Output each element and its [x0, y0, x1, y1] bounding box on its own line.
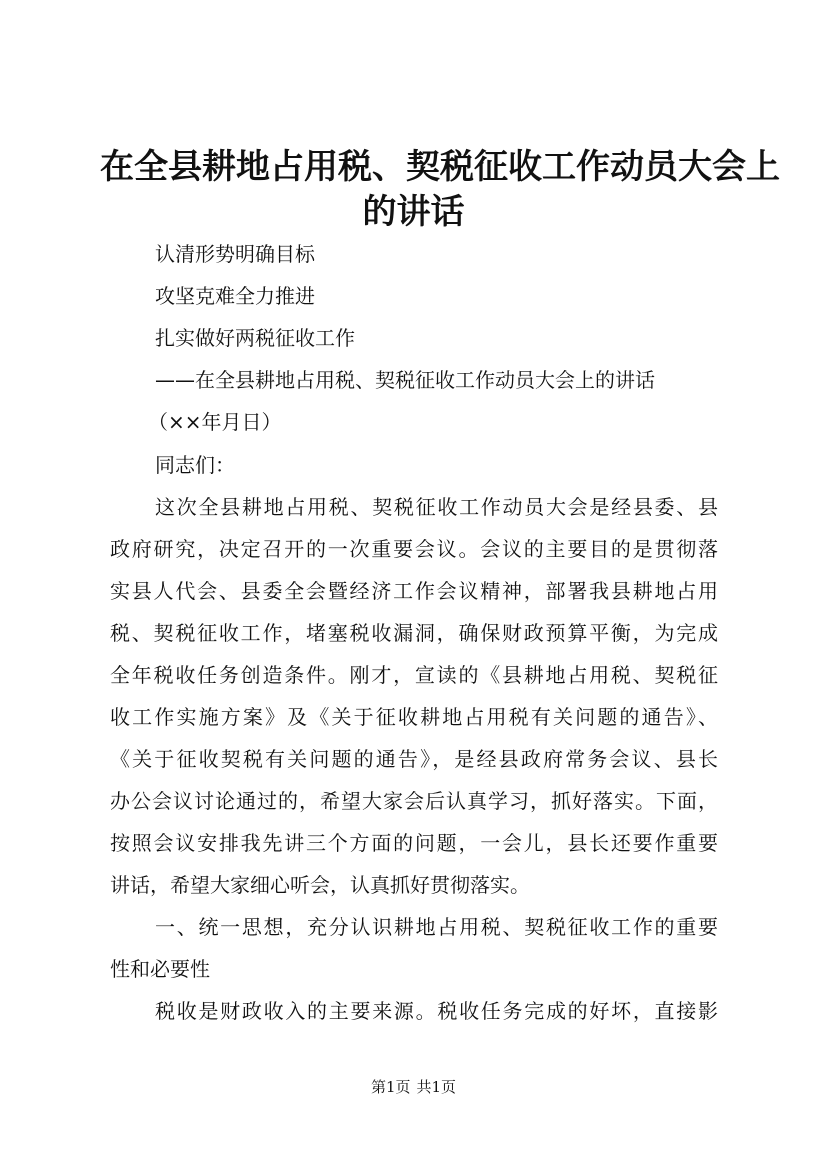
- section-1-heading-line: 一、统一思想，充分认识耕地占用税、契税征收工作的重要: [155, 915, 718, 939]
- section-1-heading-line: 性和必要性: [110, 957, 210, 981]
- subtitle-speech-occasion: ——在全县耕地占用税、契税征收工作动员大会上的讲话: [155, 368, 655, 392]
- paragraph-1-line: 全年税收任务创造条件。刚才，宣读的《县耕地占用税、契税征: [110, 663, 718, 687]
- page-number-label: 第1页: [370, 1078, 411, 1096]
- subtitle-1: 认清形势明确目标: [155, 242, 315, 266]
- document-title-line-2: 的讲话: [362, 192, 465, 232]
- paragraph-1-line: 这次全县耕地占用税、契税征收工作动员大会是经县委、县: [155, 495, 718, 519]
- paragraph-1-line: 政府研究，决定召开的一次重要会议。会议的主要目的是贯彻落: [110, 537, 718, 561]
- page-total-label: 共1页: [416, 1078, 457, 1096]
- subtitle-3: 扎实做好两税征收工作: [155, 326, 355, 350]
- paragraph-1-line: 讲话，希望大家细心听会，认真抓好贯彻落实。: [110, 873, 530, 897]
- paragraph-1-line: 按照会议安排我先讲三个方面的问题，一会儿，县长还要作重要: [110, 831, 718, 855]
- paragraph-1-line: 办公会议讨论通过的，希望大家会后认真学习，抓好落实。下面，: [110, 789, 718, 813]
- paragraph-1-line: 收工作实施方案》及《关于征收耕地占用税有关问题的通告》、: [110, 705, 718, 729]
- subtitle-2: 攻坚克难全力推进: [155, 284, 315, 308]
- subtitle-date: （××年月日）: [148, 410, 282, 434]
- paragraph-1-line: 税、契税征收工作，堵塞税收漏洞，确保财政预算平衡，为完成: [110, 621, 718, 645]
- paragraph-2-line: 税收是财政收入的主要来源。税收任务完成的好坏，直接影: [155, 999, 718, 1023]
- salutation: 同志们：: [155, 453, 235, 477]
- document-title-line-1: 在全县耕地占用税、契税征收工作动员大会上: [100, 147, 780, 187]
- paragraph-1-line: 《关于征收契税有关问题的通告》，是经县政府常务会议、县长: [110, 747, 718, 771]
- paragraph-1-line: 实县人代会、县委全会暨经济工作会议精神，部署我县耕地占用: [110, 579, 718, 603]
- page-footer: [0, 1077, 827, 1097]
